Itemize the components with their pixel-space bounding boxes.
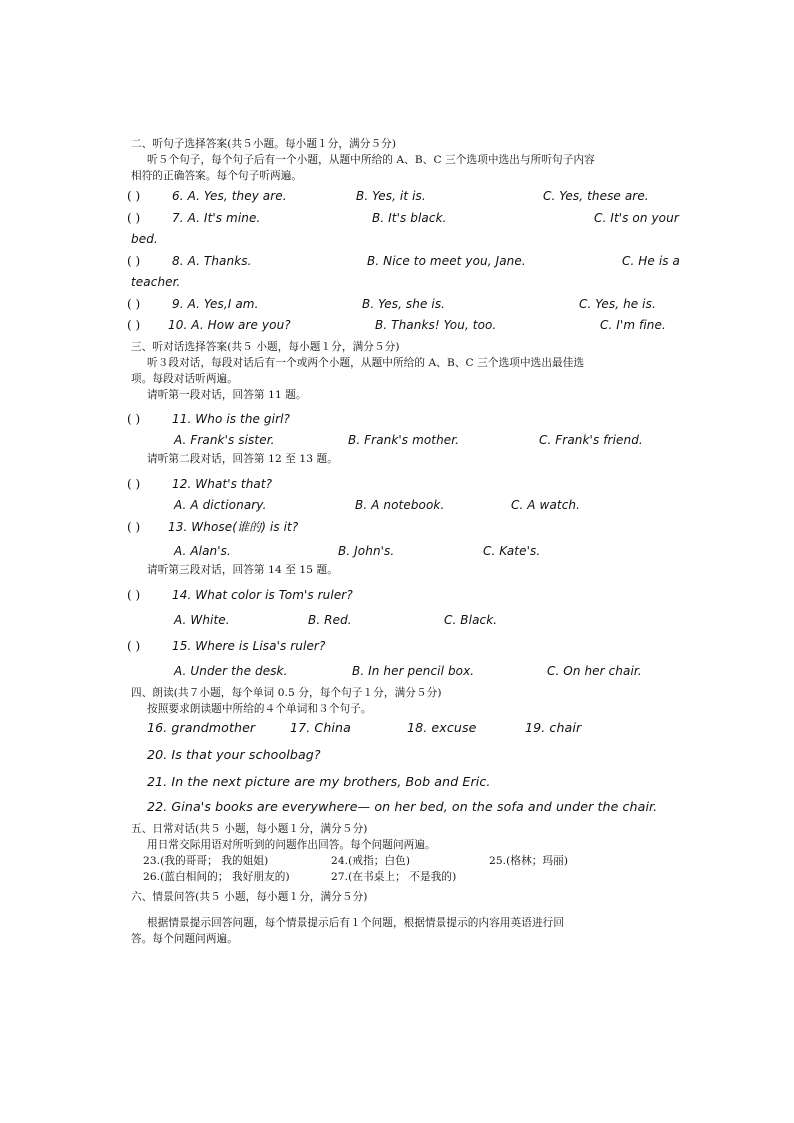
word-17: 17. China: [290, 720, 351, 735]
sentence-20: 20. Is that your schoolbag?: [147, 747, 321, 762]
q10-option-a: 10. A. How are you?: [168, 318, 291, 332]
q15-option-a: A. Under the desk.: [174, 664, 288, 678]
q12-option-c: C. A watch.: [511, 498, 581, 512]
q11-option-c: C. Frank's friend.: [539, 433, 643, 447]
q13-stem: 13. Whose(谁的) is it?: [168, 520, 299, 534]
q12-option-b: B. A notebook.: [355, 498, 445, 512]
q10-option-c: C. I'm fine.: [600, 318, 666, 332]
answer-blank-11[interactable]: ( ): [127, 412, 141, 426]
word-19: 19. chair: [525, 720, 582, 735]
section-2-instructions-line1: 听５个句子，每个句子后有一个小题，从题中所给的 A、B、C 三个选项中选出与所听句子内容: [147, 154, 595, 166]
q8-option-b: B. Nice to meet you, Jane.: [367, 254, 526, 268]
q12-stem: 12. What's that?: [172, 477, 273, 491]
q12-option-a: A. A dictionary.: [174, 498, 267, 512]
word-18: 18. excuse: [407, 720, 477, 735]
q9-option-c: C. Yes, he is.: [579, 297, 656, 311]
q6-option-a: 6. A. Yes, they are.: [172, 189, 287, 203]
section-2-instructions-line2: 相符的正确答案。每个句子听两遍。: [131, 170, 303, 182]
q9-option-b: B. Yes, she is.: [362, 297, 446, 311]
item-23: 23.(我的哥哥； 我的姐姐): [143, 855, 269, 867]
sentence-21: 21. In the next picture are my brothers, Bob and Eric.: [147, 774, 491, 789]
q15-stem: 15. Where is Lisa's ruler?: [172, 639, 326, 653]
q14-option-b: B. Red.: [308, 613, 352, 627]
q8-option-c-continued: teacher.: [131, 275, 181, 289]
item-24: 24.(戒指；白色): [331, 855, 411, 867]
section-2-heading: 二、听句子选择答案(共５小题。每小题１分，满分５分): [131, 138, 397, 150]
q6-option-b: B. Yes, it is.: [356, 189, 426, 203]
section-4-heading: 四、朗读(共７小题，每个单词 0.5 分，每个句子１分，满分５分): [131, 687, 442, 699]
q13-option-a: A. Alan's.: [174, 544, 231, 558]
q11-option-b: B. Frank's mother.: [348, 433, 460, 447]
answer-blank-10[interactable]: ( ): [127, 318, 141, 332]
answer-blank-7[interactable]: ( ): [127, 211, 141, 225]
answer-blank-15[interactable]: ( ): [127, 639, 141, 653]
section-3-heading: 三、听对话选择答案(共５ 小题，每小题１分，满分５分): [131, 341, 400, 353]
item-27: 27.(在书桌上； 不是我的): [331, 871, 457, 883]
q15-option-c: C. On her chair.: [547, 664, 642, 678]
q7-option-c: C. It's on your: [594, 211, 679, 225]
q14-stem: 14. What color is Tom's ruler?: [172, 588, 353, 602]
section-5-instructions: 用日常交际用语对所听到的问题作出回答。每个问题问两遍。: [147, 839, 436, 851]
section-4-instructions: 按照要求朗读题中所给的４个单词和３个句子。: [147, 703, 372, 715]
q7-option-c-continued: bed.: [131, 232, 158, 246]
q7-option-b: B. It's black.: [372, 211, 447, 225]
q15-option-b: B. In her pencil box.: [352, 664, 475, 678]
q11-option-a: A. Frank's sister.: [174, 433, 275, 447]
section-5-heading: 五、日常对话(共５ 小题，每小题１分，满分５分): [131, 823, 368, 835]
q9-option-a: 9. A. Yes,I am.: [172, 297, 259, 311]
q14-option-c: C. Black.: [444, 613, 498, 627]
q13-option-b: B. John's.: [338, 544, 395, 558]
q13-option-c: C. Kate's.: [483, 544, 541, 558]
q8-option-a: 8. A. Thanks.: [172, 254, 252, 268]
answer-blank-8[interactable]: ( ): [127, 254, 141, 268]
answer-blank-14[interactable]: ( ): [127, 588, 141, 602]
section-3-instructions-line2: 项。每段对话听两遍。: [131, 373, 238, 385]
item-26: 26.(蓝白相间的； 我好朋友的): [143, 871, 290, 883]
answer-blank-13[interactable]: ( ): [127, 520, 141, 534]
q10-option-b: B. Thanks! You, too.: [375, 318, 497, 332]
q14-option-a: A. White.: [174, 613, 230, 627]
item-25: 25.(格林；玛丽): [489, 855, 569, 867]
dialogue-2-instruction: 请听第二段对话，回答第 12 至 13 题。: [147, 453, 338, 465]
q7-option-a: 7. A. It's mine.: [172, 211, 261, 225]
dialogue-3-instruction: 请听第三段对话，回答第 14 至 15 题。: [147, 564, 338, 576]
sentence-22: 22. Gina's books are everywhere— on her bed, on the sofa and under the chair.: [147, 799, 658, 814]
section-6-instructions-line1: 根据情景提示回答问题，每个情景提示后有１个问题，根据情景提示的内容用英语进行回: [147, 917, 565, 929]
answer-blank-12[interactable]: ( ): [127, 477, 141, 491]
dialogue-1-instruction: 请听第一段对话，回答第 11 题。: [147, 389, 307, 401]
q11-stem: 11. Who is the girl?: [172, 412, 291, 426]
q6-option-c: C. Yes, these are.: [543, 189, 649, 203]
answer-blank-6[interactable]: ( ): [127, 189, 141, 203]
section-3-instructions-line1: 听３段对话，每段对话后有一个或两个小题，从题中所给的 A、B、C 三个选项中选出最佳选: [147, 357, 585, 369]
q8-option-c: C. He is a: [622, 254, 680, 268]
section-6-instructions-line2: 答。每个问题问两遍。: [131, 933, 238, 945]
section-6-heading: 六、情景问答(共５ 小题，每小题１分，满分５分): [131, 891, 368, 903]
answer-blank-9[interactable]: ( ): [127, 297, 141, 311]
word-16: 16. grandmother: [147, 720, 256, 735]
